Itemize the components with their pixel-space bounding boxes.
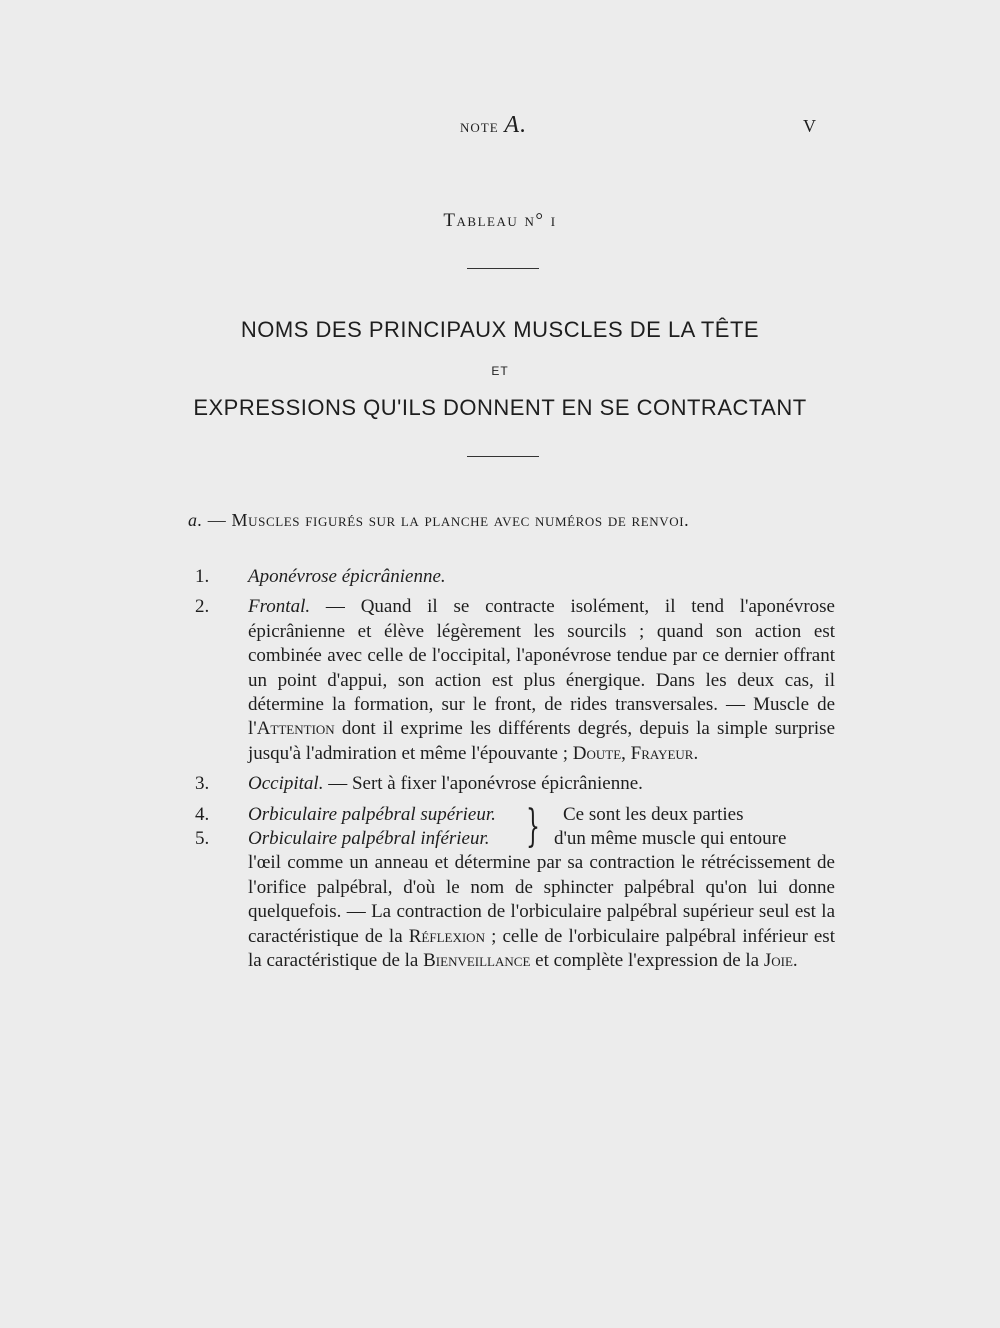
expression-term: Frayeur xyxy=(630,742,694,764)
entry-name: Aponévrose épicrânienne. xyxy=(248,566,446,587)
entry-text: l'œil comme un anneau et détermine par sa contraction le rétrécissement de l'orifice palpébral, d'où le nom de sphincter palpébral qu'on lui donne quelquefois. — La contraction de l'orbiculaire palpébral supérieur seul est la caractéristique de la xyxy=(248,852,835,947)
title-line-1: NOMS DES PRINCIPAUX MUSCLES DE LA TÊTE xyxy=(240,317,760,342)
entry-continuation xyxy=(248,851,835,973)
table-label: Tableau n° i xyxy=(443,210,557,231)
entry-text: . xyxy=(792,950,798,972)
note-letter: A. xyxy=(504,112,528,138)
pair-row xyxy=(195,827,835,851)
section-letter: a. xyxy=(188,510,203,530)
entry-name: Orbiculaire palpébral supérieur. xyxy=(248,803,496,825)
entries-list xyxy=(195,565,835,973)
list-item-pair xyxy=(195,800,835,974)
divider-rule xyxy=(467,268,539,269)
section-text: Muscles figurés sur la planche avec numéros de renvoi. xyxy=(231,510,690,530)
entry-number: 2. xyxy=(195,596,210,618)
expression-term: Bienveillance xyxy=(423,950,531,972)
entry-number: 4. xyxy=(195,803,210,825)
title-line-2: EXPRESSIONS QU'ILS DONNENT EN SE CONTRACTANT xyxy=(193,395,807,420)
list-item xyxy=(195,565,835,589)
list-item xyxy=(195,595,835,766)
brace-icon: } xyxy=(526,800,540,852)
section-dash: — xyxy=(202,510,232,530)
entry-name: Frontal. xyxy=(248,596,311,618)
entry-text: , xyxy=(621,742,631,764)
entry-number: 1. xyxy=(195,566,210,587)
running-head xyxy=(0,112,1000,142)
expression-term: Doute xyxy=(572,742,622,764)
section-heading xyxy=(188,510,828,531)
entry-name: Occipital. xyxy=(248,773,324,795)
entry-text: dont il exprime les différents degrés, depuis la simple surprise jusqu'à l'admiration et même l'épouvante ; xyxy=(248,718,835,764)
entry-number: 5. xyxy=(195,828,210,850)
expression-term: Réflexion xyxy=(408,925,485,947)
title-conjunction: ET xyxy=(491,364,509,378)
entry-text: — Sert à fixer l'aponévrose épicrânienne. xyxy=(323,773,643,795)
entry-text: Ce sont les deux parties xyxy=(563,803,744,825)
entry-text: et complète l'expression de la xyxy=(530,950,764,972)
entry-text: — Quand il se contracte isolément, il tend l'aponévrose épicrânienne et élève légèrement les sourcils ; quand son action est combinée avec celle de l'occipital, l'aponévrose tendue par ce dernier offrant un point d'appui, son action est plus énergique. Dans les deux cas, il détermine la formation, sur le front, de rides transversales. — Muscle de l' xyxy=(248,596,835,740)
expression-term: Joie xyxy=(763,950,793,972)
page-number: V xyxy=(803,116,816,136)
running-title xyxy=(460,112,527,139)
entry-number: 3. xyxy=(195,773,210,795)
entry-text: d'un même muscle qui entoure xyxy=(554,828,787,850)
divider-rule xyxy=(467,456,539,457)
entry-text: ; celle de l'orbiculaire palpébral inférieur est la caractéristique de la xyxy=(248,925,835,972)
list-item xyxy=(195,772,835,796)
expression-term: Attention xyxy=(256,718,335,740)
entry-text: . xyxy=(693,742,699,764)
entry-name: Orbiculaire palpébral inférieur. xyxy=(248,828,490,850)
note-word: note xyxy=(460,116,499,137)
